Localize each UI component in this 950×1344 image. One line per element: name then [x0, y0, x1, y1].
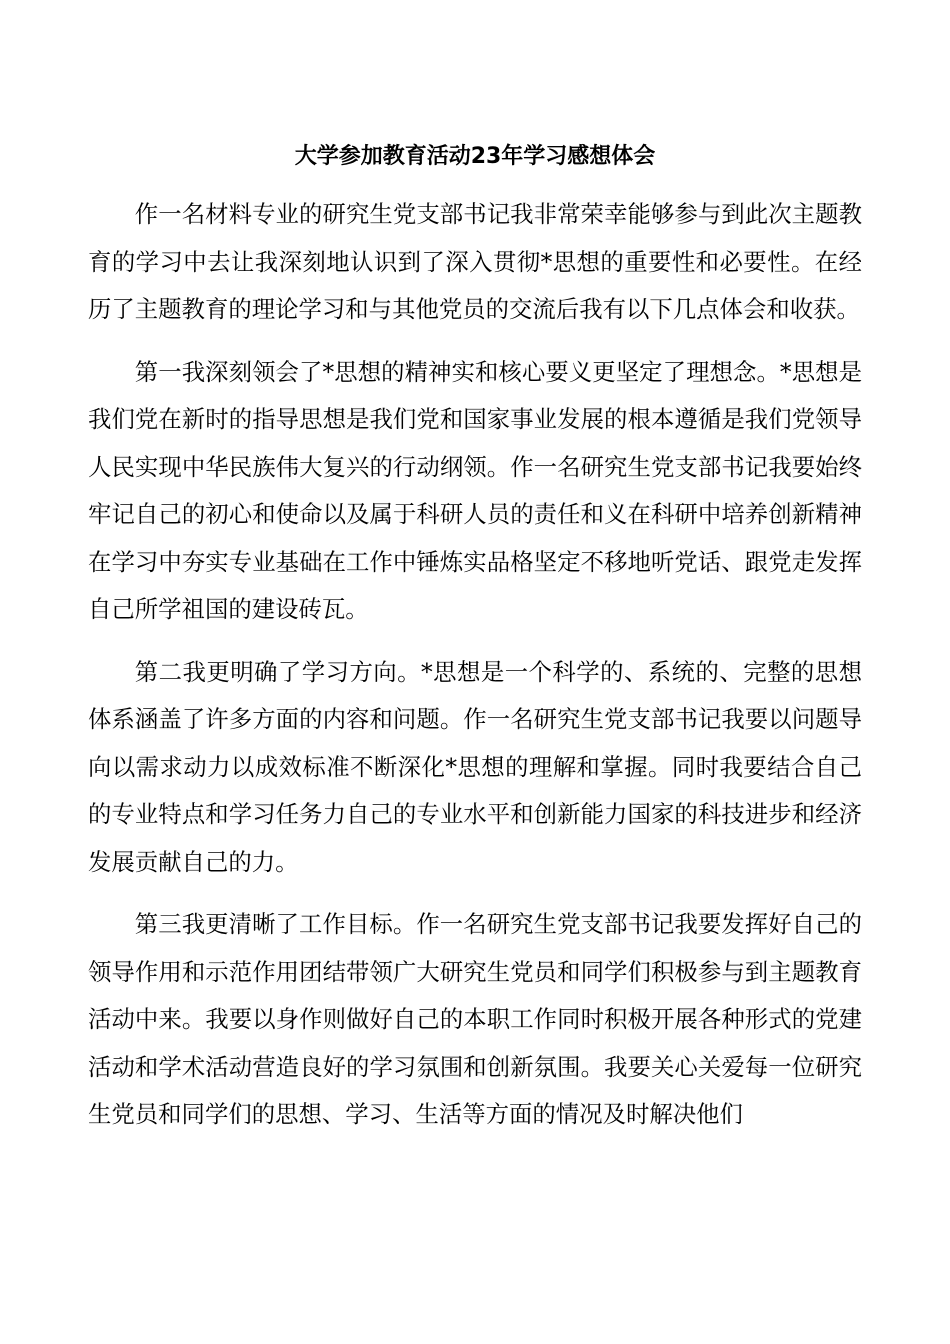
document-body [88, 191, 862, 1154]
paragraph-third-point: 第三我更清晰了工作目标。作一名研究生党支部书记我要发挥好自己的领导作用和示范作用团结带领广大研究生党员和同学们积极参与到主题教育活动中来。我要以身作则做好自己的本职工作同时积极开展各种形式的党建活动和学术活动营造良好的学习氛围和创新氛围。我要关心关爱每一位研究生党员和同学们的思想、学习、生活等方面的情况及时解决他们 [88, 910, 862, 1128]
document-title: 大学参加教育活动23年学习感想体会 [294, 144, 656, 169]
paragraph-first-point: 第一我深刻领会了*思想的精神实和核心要义更坚定了理想念。*思想是我们党在新时的指导思想是我们党和国家事业发展的根本遵循是我们党领导人民实现中华民族伟大复兴的行动纲领。作一名研究生党支部书记我要始终牢记自己的初心和使命以及属于科研人员的责任和义在科研中培养创新精神在学习中夯实专业基础在工作中锤炼实品格坚定不移地听党话、跟党走发挥自己所学祖国的建设砖瓦。 [88, 357, 862, 623]
paragraph-intro: 作一名材料专业的研究生党支部书记我非常荣幸能够参与到此次主题教育的学习中去让我深刻地认识到了深入贯彻*思想的重要性和必要性。在经历了主题教育的理论学习和与其他党员的交流后我有以下几点体会和收获。 [88, 200, 862, 323]
paragraph-second-point: 第二我更明确了学习方向。*思想是一个科学的、系统的、完整的思想体系涵盖了许多方面的内容和问题。作一名研究生党支部书记我要以问题导向以需求动力以成效标准不断深化*思想的理解和掌握。同时我要结合自己的专业特点和学习任务力自己的专业水平和创新能力国家的科技进步和经济发展贡献自己的力。 [88, 657, 862, 876]
